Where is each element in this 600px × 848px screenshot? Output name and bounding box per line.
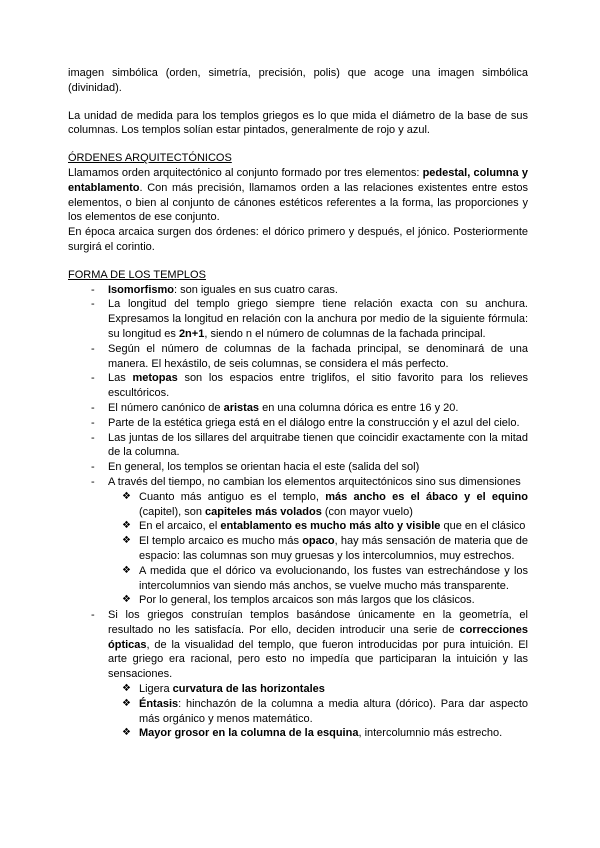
text-runs bbox=[139, 683, 325, 695]
bold-text-run: entablamento es mucho más alto y visible bbox=[220, 520, 441, 533]
text-runs bbox=[108, 461, 419, 473]
text-runs bbox=[108, 609, 528, 680]
text-run: , hay más sensación de materia que de espacio: las columnas son muy gruesas y los intercolumnios, muy estrechos. bbox=[139, 535, 528, 562]
text-run: Parte de la estética griega está en el diálogo entre la construcción y el azul del cielo. bbox=[108, 416, 520, 429]
text-run: . Con más precisión, llamamos orden a las relaciones existentes entre estos elementos, o bien al conjunto de cánones estéticos referentes a la forma, las proporciones y los elementos de ese conjunto. bbox=[68, 181, 528, 224]
text-run: , intercolumnio más estrecho. bbox=[358, 727, 503, 740]
text-run: : hinchazón de la columna a media altura (dórico). Para dar aspecto más orgánico y menos matemático. bbox=[139, 697, 528, 725]
text-runs bbox=[108, 417, 520, 429]
dash-bullet: - bbox=[91, 298, 95, 311]
diamond-bullet: ❖ bbox=[122, 697, 131, 709]
dash-bullet: - bbox=[91, 372, 95, 385]
text-run: A medida que el dórico va evolucionando, los fustes van estrechándose y los intercolumnios van siendo más anchos, se vuelve mucho más transparente. bbox=[139, 564, 528, 592]
list-item bbox=[68, 682, 528, 697]
bold-text-run: Isomorfismo bbox=[108, 283, 175, 296]
list-item bbox=[68, 564, 528, 594]
text-run: imagen simbólica (orden, simetría, precisión, polis) que acoge una imagen simbólica (divinidad). bbox=[68, 67, 528, 94]
paragraph-spacer bbox=[68, 255, 528, 268]
text-runs bbox=[108, 284, 338, 296]
list-item bbox=[68, 519, 528, 534]
text-runs bbox=[108, 298, 528, 340]
text-runs bbox=[108, 372, 528, 399]
text-runs bbox=[68, 226, 528, 253]
dash-bullet: - bbox=[91, 431, 95, 444]
bold-text-run: capiteles más volados bbox=[205, 505, 322, 518]
list-item bbox=[68, 431, 528, 461]
text-runs bbox=[139, 594, 475, 606]
text-run: Las bbox=[108, 372, 133, 385]
text-runs bbox=[139, 491, 528, 518]
bold-text-run: Mayor grosor en la columna de la esquina bbox=[139, 727, 359, 740]
paragraph bbox=[68, 225, 528, 255]
dash-bullet: - bbox=[91, 401, 95, 414]
bold-text-run: opaco bbox=[302, 535, 335, 548]
bold-text-run: pedestal, columna y entablamento bbox=[68, 166, 528, 194]
paragraph-spacer bbox=[68, 138, 528, 151]
text-run: La unidad de medida para los templos griegos es lo que mida el diámetro de la base de sus columnas. Los templos solían estar pintados, generalmente de rojo y azul. bbox=[68, 109, 528, 137]
text-run: El templo arcaico es mucho más bbox=[139, 535, 303, 548]
text-runs bbox=[139, 520, 525, 532]
text-runs bbox=[108, 432, 528, 459]
text-runs bbox=[108, 476, 521, 488]
list-item bbox=[68, 697, 528, 727]
bold-text-run: correcciones ópticas bbox=[108, 623, 528, 651]
text-runs bbox=[68, 152, 232, 164]
dash-bullet: - bbox=[91, 609, 95, 622]
text-run: La longitud del templo griego siempre tiene relación exacta con su anchura. Expresamos la longitud en relación con la anchura por medio de la siguiente fórmula: su longitud es bbox=[108, 298, 528, 340]
text-run: A través del tiempo, no cambian los elementos arquitectónicos sino sus dimensiones bbox=[108, 475, 521, 488]
text-runs bbox=[139, 727, 502, 739]
bold-text-run: metopas bbox=[132, 372, 178, 385]
text-run: Cuanto más antiguo es el templo, bbox=[139, 490, 326, 503]
list-item bbox=[68, 371, 528, 401]
dash-bullet: - bbox=[91, 283, 95, 296]
list-item bbox=[68, 475, 528, 490]
text-run: que en el clásico bbox=[440, 520, 526, 533]
list-item bbox=[68, 534, 528, 564]
text-run: , siendo n el número de columnas de la fachada principal. bbox=[204, 327, 486, 340]
text-runs bbox=[68, 67, 528, 94]
text-run: El número canónico de bbox=[108, 401, 224, 414]
text-run: Las juntas de los sillares del arquitrabe tienen que coincidir exactamente con la mitad de la columna. bbox=[108, 431, 528, 459]
text-run: Llamamos orden arquitectónico al conjunto formado por tres elementos: bbox=[68, 166, 423, 179]
text-run: (capitel), son bbox=[139, 505, 206, 518]
bold-text-run: Éntasis bbox=[139, 697, 179, 710]
text-run: Por lo general, los templos arcaicos son más largos que los clásicos. bbox=[139, 594, 475, 607]
list-item bbox=[68, 608, 528, 682]
list-item bbox=[68, 593, 528, 608]
text-run: En época arcaica surgen dos órdenes: el dórico primero y después, el jónico. Posteriormente surgirá el corintio. bbox=[68, 226, 528, 253]
text-runs bbox=[68, 167, 528, 223]
text-runs bbox=[108, 343, 528, 370]
text-run: ÓRDENES ARQUITECTÓNICOS bbox=[68, 152, 232, 165]
list-item bbox=[68, 401, 528, 416]
list-item bbox=[68, 490, 528, 520]
diamond-bullet: ❖ bbox=[122, 564, 131, 576]
bold-text-run: más ancho es el ábaco y el equino bbox=[325, 490, 528, 503]
text-run: En el arcaico, el bbox=[139, 520, 221, 533]
text-run: Según el número de columnas de la fachada principal, se denominará de una manera. El hexástilo, de seis columnas, se considera el más perfecto. bbox=[108, 342, 528, 370]
diamond-bullet: ❖ bbox=[122, 683, 131, 695]
list-item bbox=[68, 460, 528, 475]
paragraph bbox=[68, 66, 528, 96]
bold-text-run: 2n+1 bbox=[178, 327, 205, 340]
text-runs bbox=[68, 269, 206, 281]
dash-bullet: - bbox=[91, 342, 95, 355]
document-content bbox=[68, 66, 528, 741]
text-runs bbox=[139, 535, 528, 562]
diamond-bullet: ❖ bbox=[122, 520, 131, 532]
text-run: (con mayor vuelo) bbox=[321, 505, 413, 518]
paragraph-spacer bbox=[68, 96, 528, 109]
text-run: son los espacios entre triglifos, el sitio favorito para los relieves escultóricos. bbox=[108, 372, 528, 400]
text-run: Si los griegos construían templos basándose únicamente en la geometría, el resultado no les satisfacía. Por ello, deciden introducir una serie de bbox=[108, 609, 528, 636]
diamond-bullet: ❖ bbox=[122, 727, 131, 739]
section-heading bbox=[68, 268, 528, 283]
paragraph bbox=[68, 166, 528, 225]
paragraph bbox=[68, 109, 528, 139]
bold-text-run: aristas bbox=[223, 401, 260, 414]
dash-bullet: - bbox=[91, 461, 95, 474]
dash-bullet: - bbox=[91, 475, 95, 488]
diamond-bullet: ❖ bbox=[122, 594, 131, 606]
list-item bbox=[68, 726, 528, 741]
diamond-bullet: ❖ bbox=[122, 490, 131, 502]
list-item bbox=[68, 342, 528, 372]
list-item bbox=[68, 297, 528, 341]
text-run: , de la visualidad del templo, que fueron introducidas por pura intuición. El arte griego era racional, pero esto no impedía que participaran la intuición y las sensaciones. bbox=[108, 638, 528, 681]
text-run: : son iguales en sus cuatro caras. bbox=[174, 283, 338, 296]
text-run: en una columna dórica es entre 16 y 20. bbox=[259, 401, 459, 414]
list-item bbox=[68, 416, 528, 431]
dash-bullet: - bbox=[91, 416, 95, 429]
text-runs bbox=[139, 698, 528, 725]
text-runs bbox=[139, 565, 528, 592]
bold-text-run: curvatura de las horizontales bbox=[172, 683, 325, 696]
text-run: Ligera bbox=[139, 683, 173, 696]
text-run: En general, los templos se orientan hacia el este (salida del sol) bbox=[108, 461, 420, 474]
text-runs bbox=[68, 110, 528, 137]
list-item bbox=[68, 283, 528, 298]
text-run: FORMA DE LOS TEMPLOS bbox=[68, 268, 206, 281]
diamond-bullet: ❖ bbox=[122, 535, 131, 547]
text-runs bbox=[108, 402, 458, 414]
section-heading bbox=[68, 151, 528, 166]
